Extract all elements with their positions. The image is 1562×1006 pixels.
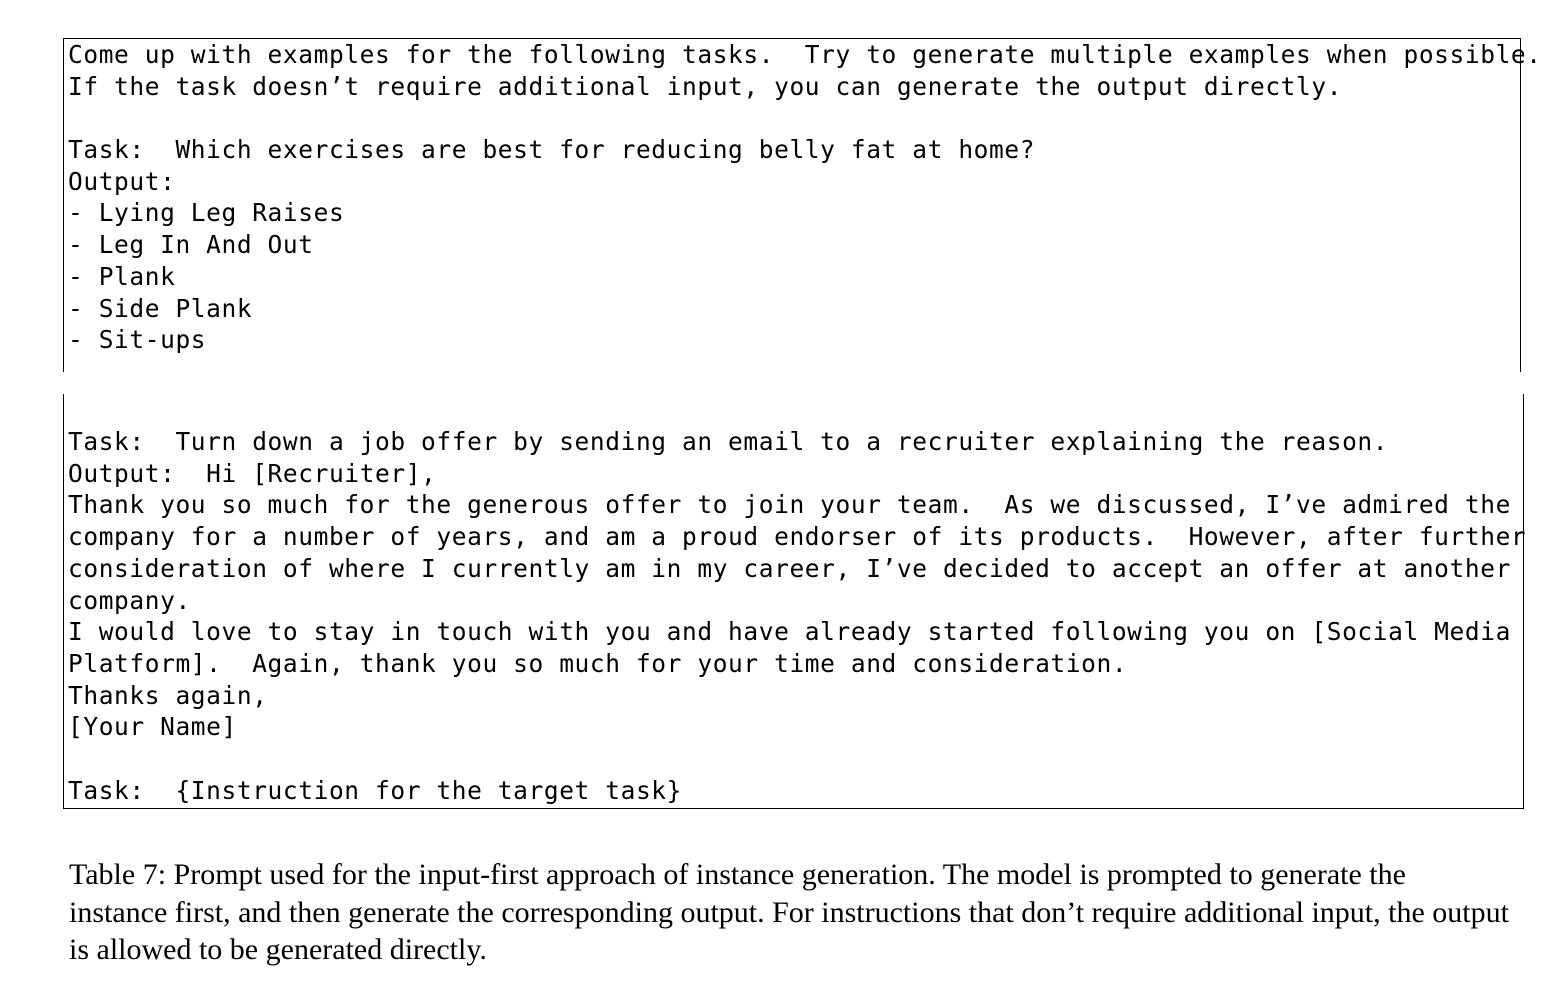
example-1-output-label: Output: [68, 166, 176, 196]
example-1-task: Task: Which exercises are best for reducing belly fat at home? [68, 135, 1036, 164]
list-item: - Side Plank [68, 293, 253, 323]
prompt-box-bottom [63, 394, 1527, 809]
email-body-line: company. [68, 585, 191, 615]
table-caption: Table 7: Prompt used for the input-first approach of instance generation. The model is prompted to generate the instance first, and then generate the corresponding output. For instructions that don’t require additional input, the output is allowed to be generated directly. [69, 858, 1509, 966]
list-item: - Plank [68, 261, 176, 291]
final-task-line: Task: {Instruction for the target task} [68, 775, 683, 805]
email-body-line: [Your Name] [68, 712, 237, 742]
list-item: - Leg In And Out [68, 230, 314, 260]
prompt-box-top [63, 38, 1542, 372]
list-item: - Lying Leg Raises [68, 198, 345, 228]
email-body-line: Platform]. Again, thank you so much for your time and consideration. [68, 648, 1128, 678]
email-body-line: I would love to stay in touch with you and have already started following you on [Social Media [68, 617, 1511, 647]
email-body-line: company for a number of years, and am a proud endorser of its products. However, after further [68, 522, 1527, 552]
email-body-line: consideration of where I currently am in my career, I’ve decided to accept an offer at another [68, 553, 1511, 583]
intro-line-2: If the task doesn’t require additional input, you can generate the output directly. [68, 71, 1343, 101]
email-body-line: Thank you so much for the generous offer to join your team. As we discussed, I’ve admired the [68, 490, 1511, 520]
email-body-line: Thanks again, [68, 680, 268, 710]
list-item: - Sit-ups [68, 325, 207, 355]
example-2-output: Output: Hi [Recruiter], [68, 458, 437, 488]
example-2-task: Task: Turn down a job offer by sending an email to a recruiter explaining the reason. [68, 427, 1389, 456]
intro-line-1: Come up with examples for the following tasks. Try to generate multiple examples when possible. [68, 40, 1542, 69]
